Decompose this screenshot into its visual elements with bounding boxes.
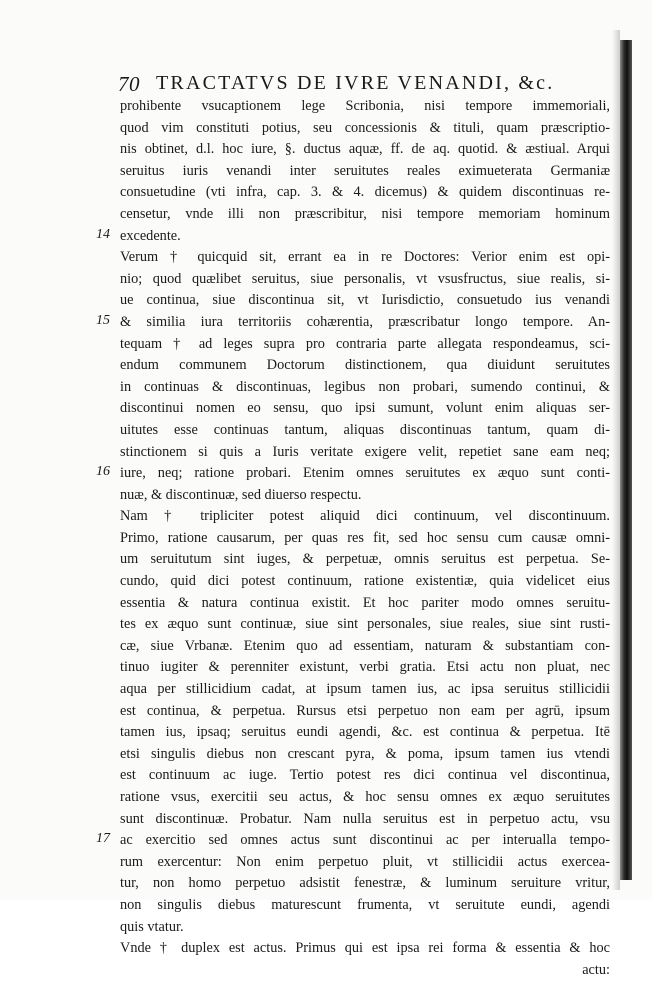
text-line: iure, neq; ratione probari. Etenim omnes seruitutes ex æquo sunt conti- (120, 465, 610, 482)
margin-number: 17 (96, 831, 110, 847)
page-gutter-shadow (612, 30, 620, 890)
text-line: tes ex æquo sunt continuæ, siue sint personales, siue reales, siue sint rusti- (120, 616, 610, 633)
text-line: Verum † quicquid sit, errant ea in re Doctores: Verior enim est opi- (120, 249, 610, 266)
running-head: TRACTATVS DE IVRE VENANDI, &c. (156, 72, 555, 94)
text-line: nuæ, & discontinuæ, sed diuerso respectu. (120, 486, 362, 503)
text-line: ratione vsus, exercitii seu actus, & hoc sensu omnes ex æquo seruitutes (120, 789, 610, 805)
text-line: seruitus iuris venandi inter seruitutes reales eximueterata Germaniæ (120, 162, 610, 179)
text-line: est continua, & perpetua. Rursus etsi perpetuo non eam per agrū, ipsum (120, 702, 610, 719)
text-line: non singulis diebus maturescunt frumenta, vt seruitute eundi, agendi (120, 896, 610, 913)
text-line: cæ, siue Vrbanæ. Etenim quo ad essentiam, naturam & substantiam con- (120, 637, 610, 654)
body-text (120, 96, 610, 981)
text-line: & similia iura territoriis cohærentia, præscribatur longo tempore. An- (120, 313, 610, 330)
book-spine (620, 40, 632, 880)
margin-number: 14 (96, 226, 110, 242)
text-line: Primo, ratione causarum, per quas res fit, sed hoc sensu cum causæ omni- (120, 529, 610, 546)
text-line: Vnde † duplex est actus. Primus qui est ipsa rei forma & essentia & hoc (120, 940, 610, 957)
text-line: consuetudine (vti infra, cap. 3. & 4. dicemus) & quidem discontinuas re- (120, 184, 610, 201)
text-line: excedente. (120, 227, 181, 244)
text-line: Nam † tripliciter potest aliquid dici continuum, vel discontinuum. (120, 508, 610, 525)
text-line: cundo, quid dici potest continuum, ratione existentiæ, quia videlicet eius (120, 573, 610, 590)
text-line: ac exercitio sed omnes actus sunt discontinui ac per interualla tempo- (120, 832, 610, 849)
text-line: aqua per stillicidium cadat, at ipsum tamen ius, ac ipsa seruitus stillicidii (120, 681, 610, 698)
text-line: ue continua, siue discontinua sit, vt Iurisdictio, consuetudo ius venandi (120, 292, 610, 309)
text-line: prohibente vsucaptionem lege Scribonia, nisi tempore immemoriali, (120, 98, 610, 114)
text-line: um seruitutum sint iuges, & perpetuæ, omnis seruitus est perpetua. Se- (120, 551, 610, 568)
text-line: discontinui nomen eo sensu, quo ipsi sumunt, volunt enim aliquas ser- (120, 400, 610, 417)
text-line: censetur, vnde illi non præscribitur, nisi tempore memoriam hominum (120, 205, 610, 222)
text-line: nis obtinet, d.l. hoc iure, §. ductus aquæ, ff. de aq. quotid. & æstiual. Arqui (120, 141, 610, 158)
text-line: tinuo iugiter & perenniter existunt, verbi gratia. Etsi actu non pluat, nec (120, 659, 610, 676)
text-line: endum communem Doctorum distinctionem, qua diuidunt seruitutes (120, 357, 610, 374)
page-header (118, 72, 608, 98)
text-line: tequam † ad leges supra pro contraria parte allegata respondeamus, sci- (120, 335, 610, 352)
text-line: nio; quod quælibet seruitus, siue personalis, vt vsusfructus, siue realis, si- (120, 270, 610, 287)
text-line: in continuas & discontinuas, legibus non probari, sumendo continui, & (120, 378, 610, 395)
text-line: est continuum ac iuge. Tertio potest res dici continua vel discontinua, (120, 767, 610, 784)
text-line: quis vtatur. (120, 918, 184, 935)
text-line: quod vim constituti potius, seu concessionis & tituli, quam præscriptio- (120, 119, 610, 136)
text-line: sunt discontinuæ. Probatur. Nam nulla seruitus est in perpetuo actu, vsu (120, 810, 610, 827)
text-line: actu: (582, 961, 610, 978)
text-line: tur, non homo perpetuo adsistit fenestræ, & luminum seruiture vritur, (120, 875, 610, 892)
margin-number: 16 (96, 464, 110, 480)
text-line: etsi singulis diebus non crescant pyra, & poma, ipsum tamen ius vtendi (120, 745, 610, 762)
text-line: stinctionem si quis a Iuris veritate exigere velit, repetiet sane eam neq; (120, 443, 610, 460)
text-line: tamen ius, ipsaq; seruitus eundi agendi, &c. est continua & perpetua. Itē (120, 724, 610, 741)
text-line: rum exercentur: Non enim perpetuo pluit, vt stillicidii actus exercea- (120, 853, 610, 870)
text-line: essentia & natura continua existit. Et hoc pariter modo omnes seruitu- (120, 594, 610, 611)
page-number: 70 (118, 72, 140, 96)
margin-number: 15 (96, 313, 110, 328)
text-line: uitutes esse continuas tantum, aliquas discontinuas tantum, quam di- (120, 421, 610, 438)
